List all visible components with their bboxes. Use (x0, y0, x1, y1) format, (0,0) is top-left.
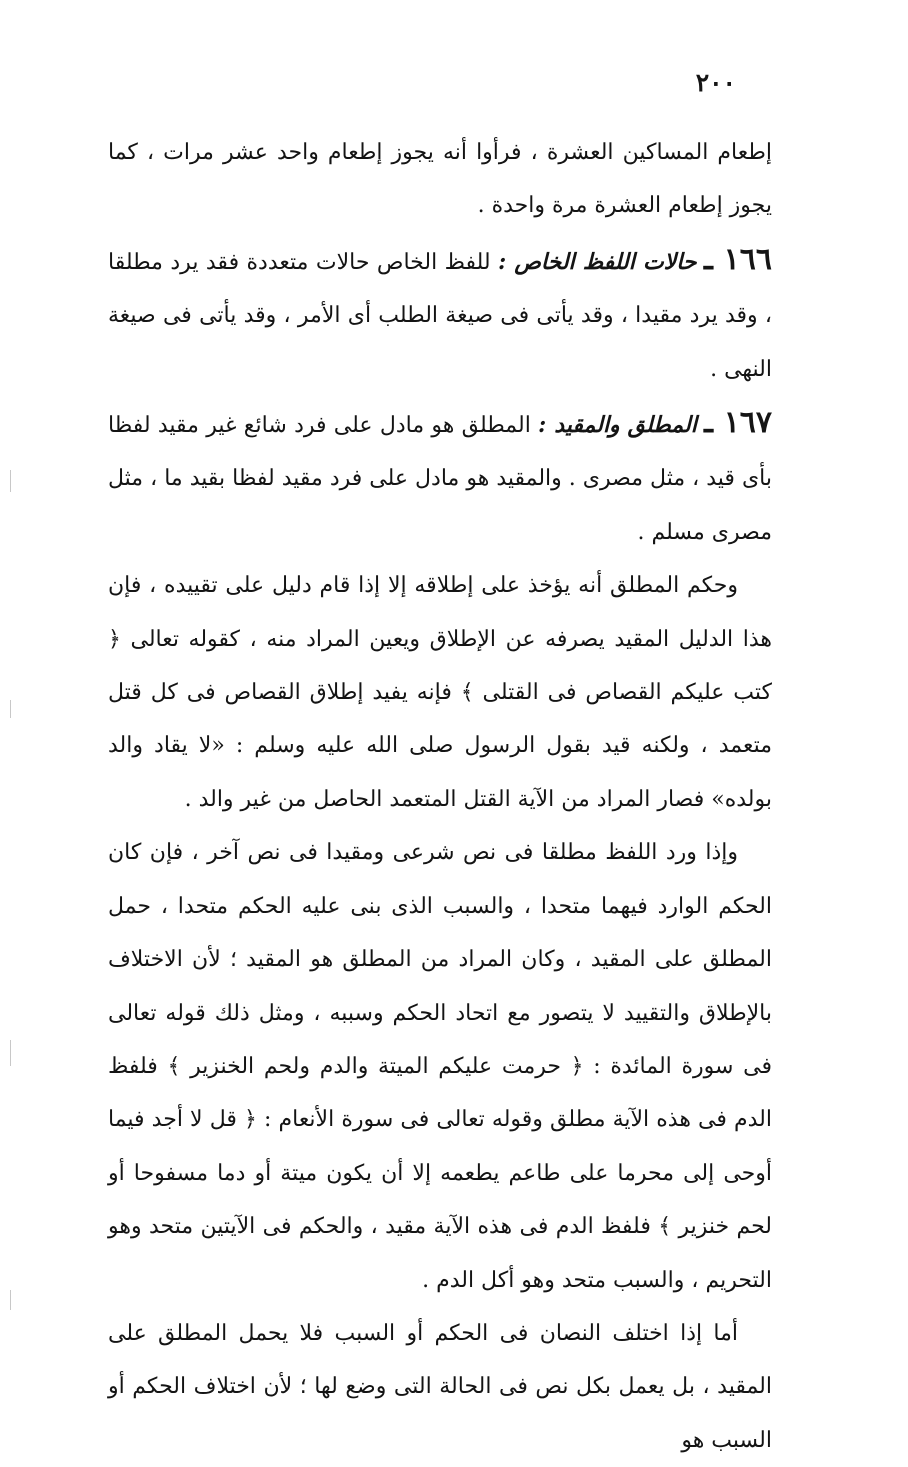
paragraph-text: وحكم المطلق أنه يؤخذ على إطلاقه إلا إذا قام دليل على تقييده ، فإن هذا الدليل المقيد يصرفه عن الإطلاق ويعين المراد منه ، كقوله تعالى ﴿ كتب عليكم القصاص فى القتلى ﴾ فإنه يفيد إطلاق القصاص فى كل قتل متعمد ، ولكنه قيد بقول الرسول صلى الله عليه وسلم : «لا يقاد والد بولده» فصار المراد من الآية القتل المتعمد الحاصل من غير والد . (108, 573, 772, 812)
paragraph (108, 826, 772, 1307)
paragraph-continuation (108, 126, 772, 233)
section-number: ١٦٦ ـ (703, 241, 773, 277)
section-166 (108, 233, 772, 396)
paragraph-text: إطعام المساكين العشرة ، فرأوا أنه يجوز إطعام واحد عشر مرات ، كما يجوز إطعام العشرة مرة واحدة . (108, 140, 772, 219)
scan-artifact (10, 470, 11, 492)
section-167 (108, 396, 772, 559)
page-number: ٢٠٠ (695, 68, 736, 97)
paragraph-text: للفظ الخاص حالات متعددة فقد يرد مطلقا ، وقد يرد مقيدا ، وقد يأتى فى صيغة الطلب أى الأمر ، وقد يأتى فى صيغة النهى . (108, 249, 772, 382)
body-text (108, 126, 772, 1467)
scan-artifact (10, 1290, 11, 1310)
paragraph (108, 559, 772, 826)
scan-artifact (10, 1040, 11, 1066)
scan-artifact (10, 700, 11, 718)
paragraph-text: أما إذا اختلف النصان فى الحكم أو السبب فلا يحمل المطلق على المقيد ، بل يعمل بكل نص فى الحالة التى وضع لها ؛ لأن اختلاف الحكم أو السبب هو (108, 1320, 772, 1453)
paragraph-text: المطلق هو مادل على فرد شائع غير مقيد لفظا بأى قيد ، مثل مصرى . والمقيد هو مادل على فرد مقيد لفظا بقيد ما ، مثل مصرى مسلم . (108, 413, 772, 545)
section-heading: حالات اللفظ الخاص : (498, 248, 697, 275)
section-number: ١٦٧ ـ (704, 405, 773, 441)
section-heading: المطلق والمقيد : (538, 412, 697, 439)
paragraph-text: وإذا ورد اللفظ مطلقا فى نص شرعى ومقيدا فى نص آخر ، فإن كان الحكم الوارد فيهما متحدا ، والسبب الذى بنى عليه الحكم متحدا ، حمل المطلق على المقيد ، وكان المراد من المطلق هو المقيد ؛ لأن الاختلاف بالإطلاق والتقييد لا يتصور مع اتحاد الحكم وسببه ، ومثل ذلك قوله تعالى فى سورة المائدة : ﴿ حرمت عليكم الميتة والدم ولحم الخنزير ﴾ فلفظ الدم فى هذه الآية مطلق وقوله تعالى فى سورة الأنعام : ﴿ قل لا أجد فيما أوحى إلى محرما على طاعم يطعمه إلا أن يكون ميتة أو دما مسفوحا أو لحم خنزير ﴾ فلفظ الدم فى هذه الآية مقيد ، والحكم فى الآيتين متحد وهو التحريم ، والسبب متحد وهو أكل الدم . (108, 840, 772, 1293)
paragraph (108, 1307, 772, 1467)
